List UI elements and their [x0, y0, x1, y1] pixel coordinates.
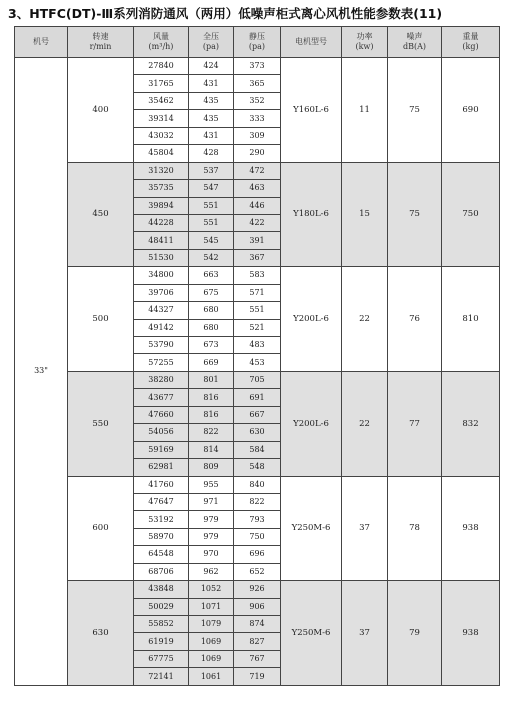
- total-pressure-cell: 680: [189, 319, 234, 336]
- flow-cell: 53192: [134, 511, 189, 528]
- static-pressure-cell: 521: [234, 319, 281, 336]
- flow-cell: 47660: [134, 406, 189, 423]
- power-cell: 37: [342, 581, 388, 686]
- flow-cell: 57255: [134, 354, 189, 371]
- weight-cell: 832: [442, 371, 500, 476]
- static-pressure-cell: 309: [234, 127, 281, 144]
- static-pressure-cell: 667: [234, 406, 281, 423]
- total-pressure-cell: 1069: [189, 650, 234, 667]
- flow-cell: 48411: [134, 232, 189, 249]
- total-pressure-cell: 551: [189, 197, 234, 214]
- static-pressure-cell: 691: [234, 389, 281, 406]
- flow-cell: 39706: [134, 284, 189, 301]
- noise-cell: 78: [388, 476, 442, 581]
- static-pressure-cell: 767: [234, 650, 281, 667]
- static-pressure-cell: 822: [234, 493, 281, 510]
- motor-cell: Y200L-6: [281, 267, 342, 372]
- static-pressure-cell: 365: [234, 75, 281, 92]
- total-pressure-cell: 435: [189, 92, 234, 109]
- static-pressure-cell: 750: [234, 528, 281, 545]
- flow-cell: 68706: [134, 563, 189, 580]
- total-pressure-cell: 801: [189, 371, 234, 388]
- weight-cell: 690: [442, 58, 500, 163]
- table-row: [15, 267, 500, 284]
- flow-cell: 64548: [134, 546, 189, 563]
- static-pressure-cell: 630: [234, 424, 281, 441]
- header-motor: 电机型号: [281, 27, 342, 58]
- static-pressure-cell: 391: [234, 232, 281, 249]
- static-pressure-cell: 551: [234, 302, 281, 319]
- table-row: [15, 58, 500, 75]
- static-pressure-cell: 422: [234, 214, 281, 231]
- motor-cell: Y180L-6: [281, 162, 342, 267]
- static-pressure-cell: 705: [234, 371, 281, 388]
- speed-cell: 400: [68, 58, 134, 163]
- flow-cell: 39894: [134, 197, 189, 214]
- total-pressure-cell: 822: [189, 424, 234, 441]
- static-pressure-cell: 840: [234, 476, 281, 493]
- table-row: [15, 162, 500, 179]
- power-cell: 11: [342, 58, 388, 163]
- flow-cell: 35462: [134, 92, 189, 109]
- flow-cell: 27840: [134, 58, 189, 75]
- total-pressure-cell: 673: [189, 337, 234, 354]
- noise-cell: 77: [388, 371, 442, 476]
- weight-cell: 938: [442, 581, 500, 686]
- flow-cell: 50029: [134, 598, 189, 615]
- static-pressure-cell: 926: [234, 581, 281, 598]
- flow-cell: 38280: [134, 371, 189, 388]
- static-pressure-cell: 584: [234, 441, 281, 458]
- flow-cell: 41760: [134, 476, 189, 493]
- weight-cell: 750: [442, 162, 500, 267]
- total-pressure-cell: 669: [189, 354, 234, 371]
- total-pressure-cell: 547: [189, 180, 234, 197]
- flow-cell: 55852: [134, 616, 189, 633]
- performance-table: [14, 26, 500, 686]
- header-power: 功率 (kw): [342, 27, 388, 58]
- total-pressure-cell: 424: [189, 58, 234, 75]
- total-pressure-cell: 979: [189, 511, 234, 528]
- flow-cell: 72141: [134, 668, 189, 685]
- weight-cell: 810: [442, 267, 500, 372]
- table-row: [15, 371, 500, 388]
- total-pressure-cell: 955: [189, 476, 234, 493]
- flow-cell: 31765: [134, 75, 189, 92]
- power-cell: 22: [342, 371, 388, 476]
- flow-cell: 59169: [134, 441, 189, 458]
- static-pressure-cell: 367: [234, 249, 281, 266]
- total-pressure-cell: 1069: [189, 633, 234, 650]
- static-pressure-cell: 571: [234, 284, 281, 301]
- flow-cell: 43848: [134, 581, 189, 598]
- header-flow: 风量 (m³/h): [134, 27, 189, 58]
- total-pressure-cell: 962: [189, 563, 234, 580]
- motor-cell: Y250M-6: [281, 581, 342, 686]
- flow-cell: 53790: [134, 337, 189, 354]
- flow-cell: 35735: [134, 180, 189, 197]
- motor-cell: Y200L-6: [281, 371, 342, 476]
- power-cell: 15: [342, 162, 388, 267]
- total-pressure-cell: 537: [189, 162, 234, 179]
- noise-cell: 75: [388, 162, 442, 267]
- speed-cell: 450: [68, 162, 134, 267]
- total-pressure-cell: 663: [189, 267, 234, 284]
- flow-cell: 61919: [134, 633, 189, 650]
- static-pressure-cell: 874: [234, 616, 281, 633]
- flow-cell: 44327: [134, 302, 189, 319]
- total-pressure-cell: 971: [189, 493, 234, 510]
- static-pressure-cell: 719: [234, 668, 281, 685]
- page-title: 3、HTFC(DT)-Ⅲ系列消防通风（两用）低噪声柜式离心风机性能参数表(11): [8, 6, 443, 21]
- total-pressure-cell: 428: [189, 145, 234, 162]
- total-pressure-cell: 1071: [189, 598, 234, 615]
- header-speed: 转速 r/min: [68, 27, 134, 58]
- total-pressure-cell: 551: [189, 214, 234, 231]
- total-pressure-cell: 545: [189, 232, 234, 249]
- static-pressure-cell: 906: [234, 598, 281, 615]
- static-pressure-cell: 463: [234, 180, 281, 197]
- static-pressure-cell: 652: [234, 563, 281, 580]
- static-pressure-cell: 373: [234, 58, 281, 75]
- table-row: [15, 476, 500, 493]
- flow-cell: 49142: [134, 319, 189, 336]
- total-pressure-cell: 431: [189, 127, 234, 144]
- total-pressure-cell: 1052: [189, 581, 234, 598]
- weight-cell: 938: [442, 476, 500, 581]
- total-pressure-cell: 435: [189, 110, 234, 127]
- header-noise: 噪声 dB(A): [388, 27, 442, 58]
- noise-cell: 79: [388, 581, 442, 686]
- total-pressure-cell: 816: [189, 389, 234, 406]
- header-model: 机号: [15, 27, 68, 58]
- noise-cell: 75: [388, 58, 442, 163]
- flow-cell: 31320: [134, 162, 189, 179]
- speed-cell: 550: [68, 371, 134, 476]
- header-weight: 重量 (kg): [442, 27, 500, 58]
- static-pressure-cell: 583: [234, 267, 281, 284]
- motor-cell: Y250M-6: [281, 476, 342, 581]
- speed-cell: 500: [68, 267, 134, 372]
- total-pressure-cell: 675: [189, 284, 234, 301]
- total-pressure-cell: 431: [189, 75, 234, 92]
- flow-cell: 51530: [134, 249, 189, 266]
- flow-cell: 44228: [134, 214, 189, 231]
- total-pressure-cell: 970: [189, 546, 234, 563]
- flow-cell: 54056: [134, 424, 189, 441]
- total-pressure-cell: 1061: [189, 668, 234, 685]
- power-cell: 22: [342, 267, 388, 372]
- header-total-pressure: 全压 (pa): [189, 27, 234, 58]
- table-row: [15, 581, 500, 598]
- flow-cell: 43677: [134, 389, 189, 406]
- speed-cell: 600: [68, 476, 134, 581]
- total-pressure-cell: 680: [189, 302, 234, 319]
- static-pressure-cell: 827: [234, 633, 281, 650]
- total-pressure-cell: 816: [189, 406, 234, 423]
- header-static-pressure: 静压 (pa): [234, 27, 281, 58]
- static-pressure-cell: 696: [234, 546, 281, 563]
- flow-cell: 67775: [134, 650, 189, 667]
- static-pressure-cell: 333: [234, 110, 281, 127]
- model-cell: 33": [15, 58, 68, 686]
- header-row: [15, 27, 500, 58]
- total-pressure-cell: 542: [189, 249, 234, 266]
- power-cell: 37: [342, 476, 388, 581]
- static-pressure-cell: 352: [234, 92, 281, 109]
- static-pressure-cell: 446: [234, 197, 281, 214]
- total-pressure-cell: 814: [189, 441, 234, 458]
- static-pressure-cell: 453: [234, 354, 281, 371]
- table-body: [15, 58, 500, 686]
- static-pressure-cell: 793: [234, 511, 281, 528]
- flow-cell: 34800: [134, 267, 189, 284]
- flow-cell: 58970: [134, 528, 189, 545]
- static-pressure-cell: 290: [234, 145, 281, 162]
- static-pressure-cell: 548: [234, 459, 281, 476]
- static-pressure-cell: 483: [234, 337, 281, 354]
- motor-cell: Y160L-6: [281, 58, 342, 163]
- total-pressure-cell: 979: [189, 528, 234, 545]
- flow-cell: 39314: [134, 110, 189, 127]
- total-pressure-cell: 809: [189, 459, 234, 476]
- noise-cell: 76: [388, 267, 442, 372]
- static-pressure-cell: 472: [234, 162, 281, 179]
- total-pressure-cell: 1079: [189, 616, 234, 633]
- flow-cell: 45804: [134, 145, 189, 162]
- flow-cell: 47647: [134, 493, 189, 510]
- speed-cell: 630: [68, 581, 134, 686]
- flow-cell: 62981: [134, 459, 189, 476]
- flow-cell: 43032: [134, 127, 189, 144]
